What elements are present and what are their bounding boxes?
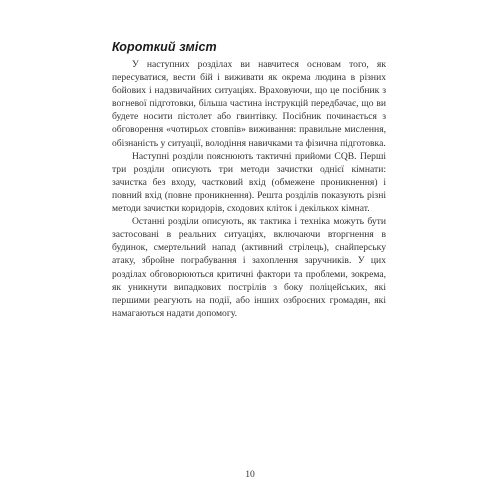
section-heading: Короткий зміст	[112, 40, 217, 54]
body-text	[112, 58, 386, 320]
paragraph: Останні розділи описують, як тактика і техніка можуть бути застосовані в реальних ситуаціях, включаючи вторгнення в будинок, смертельний напад (активний стрілець), снайперську атаку, збройне пограбування і захоплення заручників. У цих розділах обговорюються критичні фактори та проблеми, зокрема, як уникнути випадкових пострілів з боку поліцейських, які першими реагують на події, або інших озброєних громадян, які намагаються надати допомогу.	[112, 216, 386, 319]
page-number: 10	[245, 469, 255, 480]
paragraph: У наступних розділах ви навчитеся основам того, як пересуватися, вести бій і виживати як окрема людина в різних бойових і надзвичайних ситуаціях. Враховуючи, що це посібник з вогневої підготовки, більша частина інструкцій передбачає, що ви будете носити пістолет або гвинтівку. Посібник починається з обговорення «чотирьох стовпів» виживання: правильне мислення, обізнаність у ситуації, володіння навичками та фізична підготовка.	[112, 59, 386, 149]
paragraph: Наступні розділи пояснюють тактичні прийоми CQB. Перші три розділи описують три методи зачистки однієї кімнати: зачистка без входу, частковий вхід (обмежене проникнення) і повний вхід (повне проникнення). Решта розділів показують різні методи зачистки коридорів, сходових кліток і декількох кімнат.	[112, 150, 386, 215]
